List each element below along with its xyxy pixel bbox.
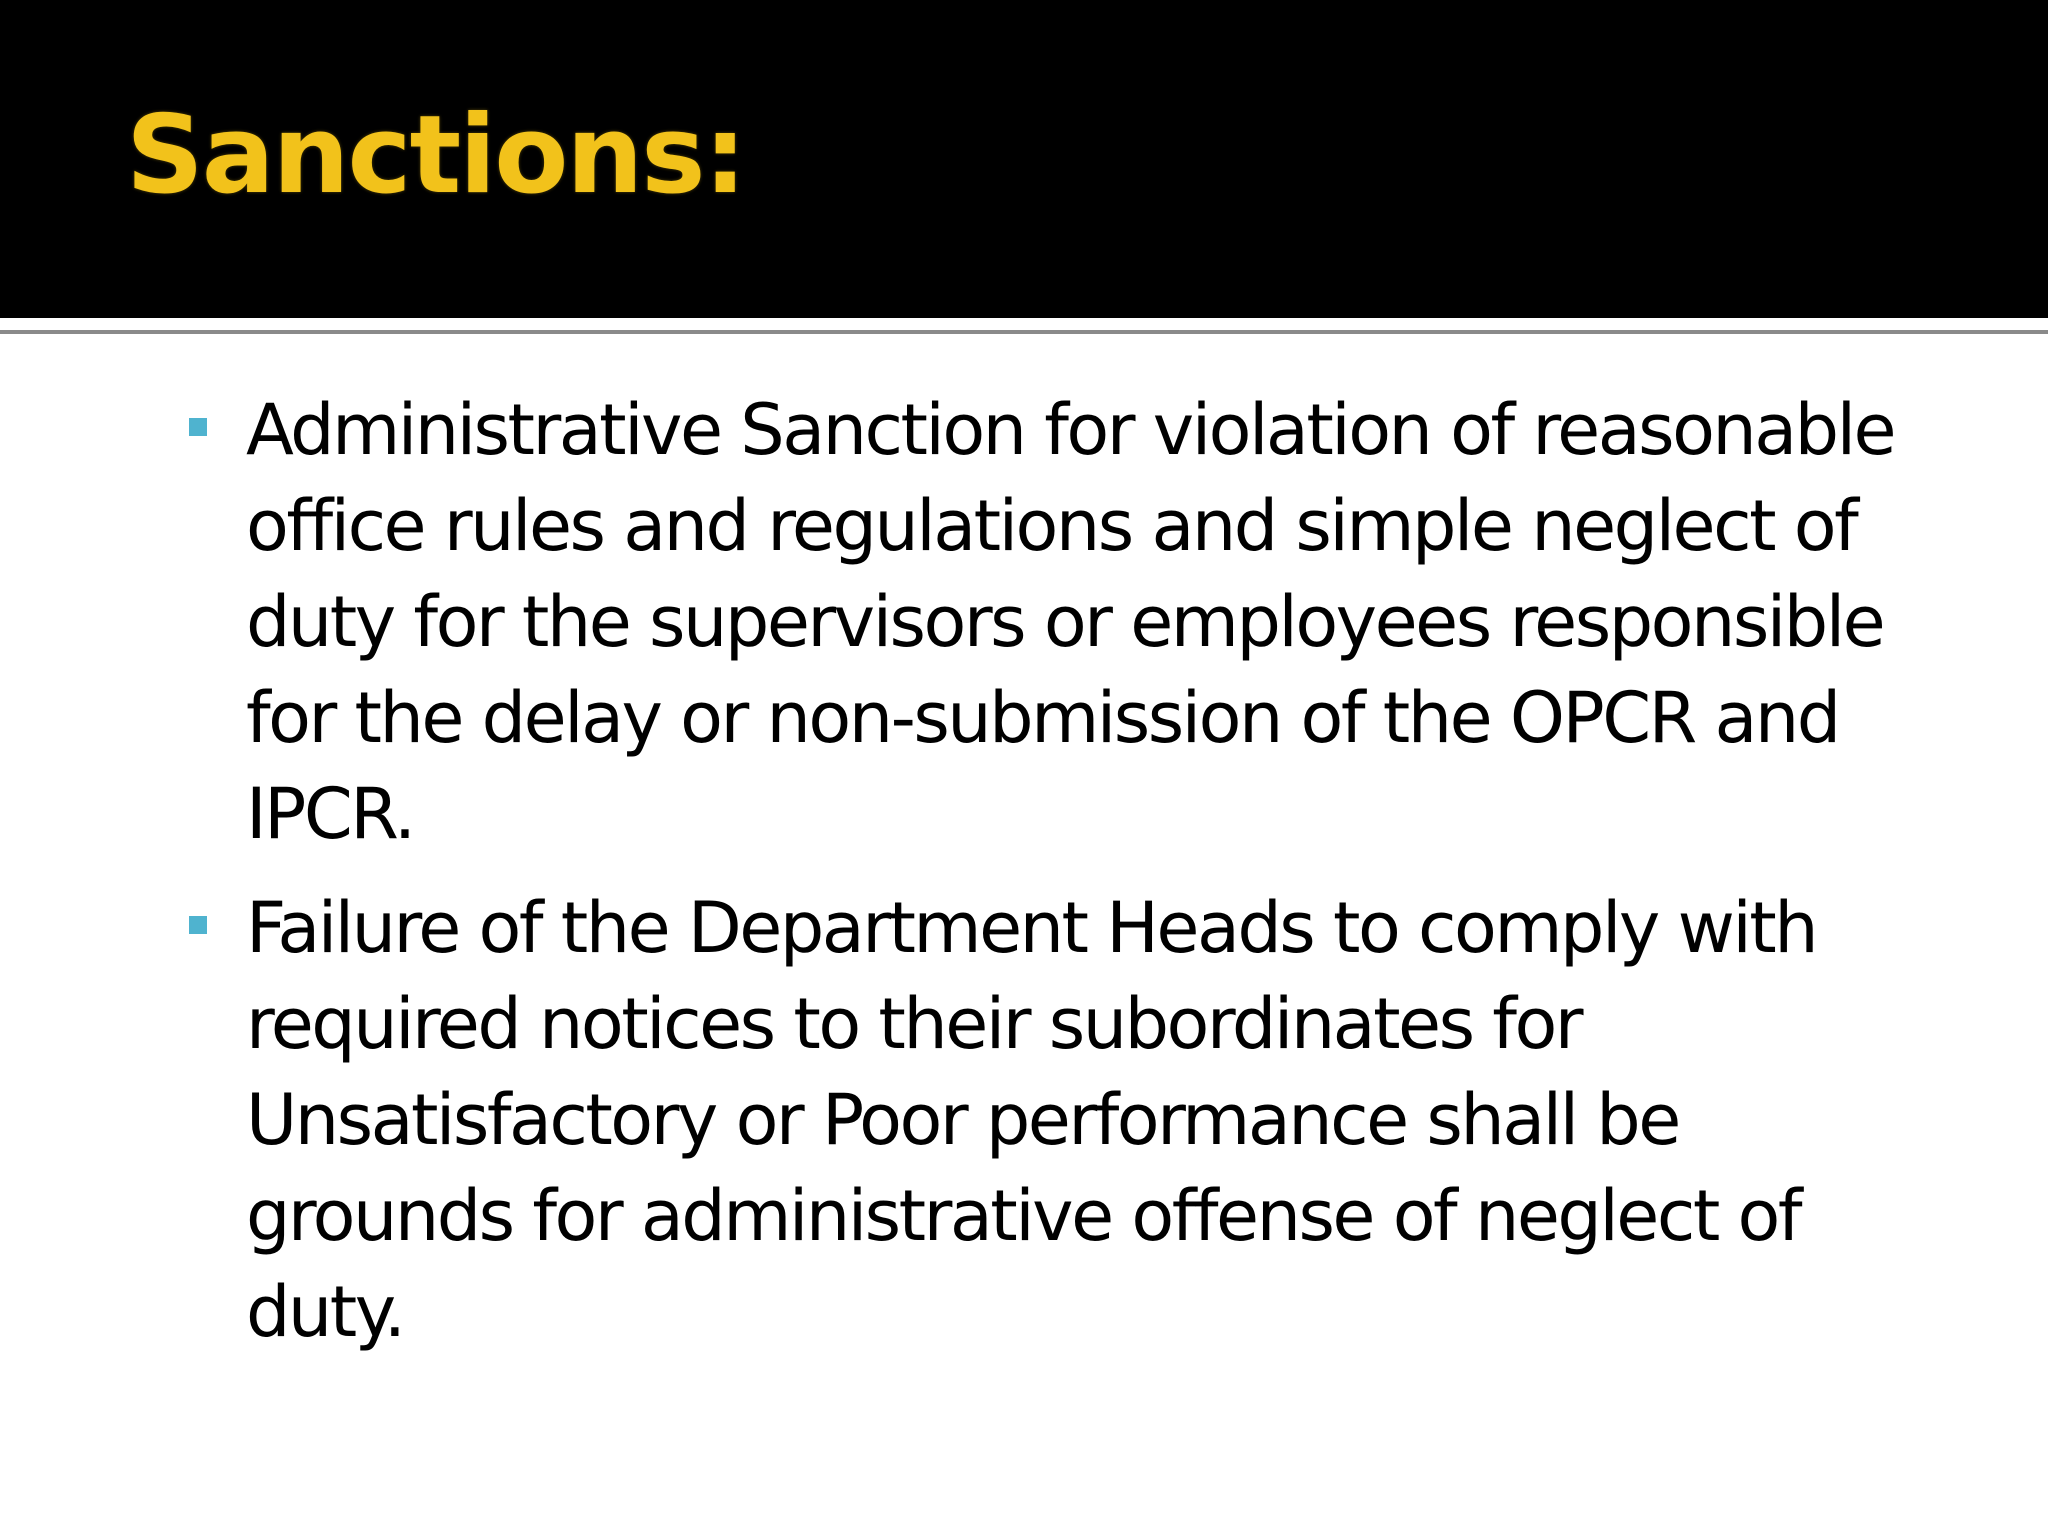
title-divider-white bbox=[0, 318, 2048, 330]
title-bar bbox=[0, 0, 2048, 318]
bullet-text: Failure of the Department Heads to comply with required notices to their subordinates for Unsatisfactory or Poor performance shall be grounds for administrative offense of neglect of duty. bbox=[246, 887, 1817, 1353]
square-bullet-icon bbox=[189, 418, 207, 436]
bullet-text: Administrative Sanction for violation of reasonable office rules and regulations and simple neglect of duty for the supervisors or employees responsible for the delay or non-submission of the OPCR and IPCR. bbox=[246, 389, 1895, 855]
square-bullet-icon bbox=[189, 916, 207, 934]
bullet-item bbox=[186, 880, 1946, 1360]
slide-title: Sanctions: bbox=[126, 93, 745, 218]
title-divider-gray bbox=[0, 330, 2048, 334]
bullet-list bbox=[186, 382, 1946, 1378]
bullet-item bbox=[186, 382, 1946, 862]
